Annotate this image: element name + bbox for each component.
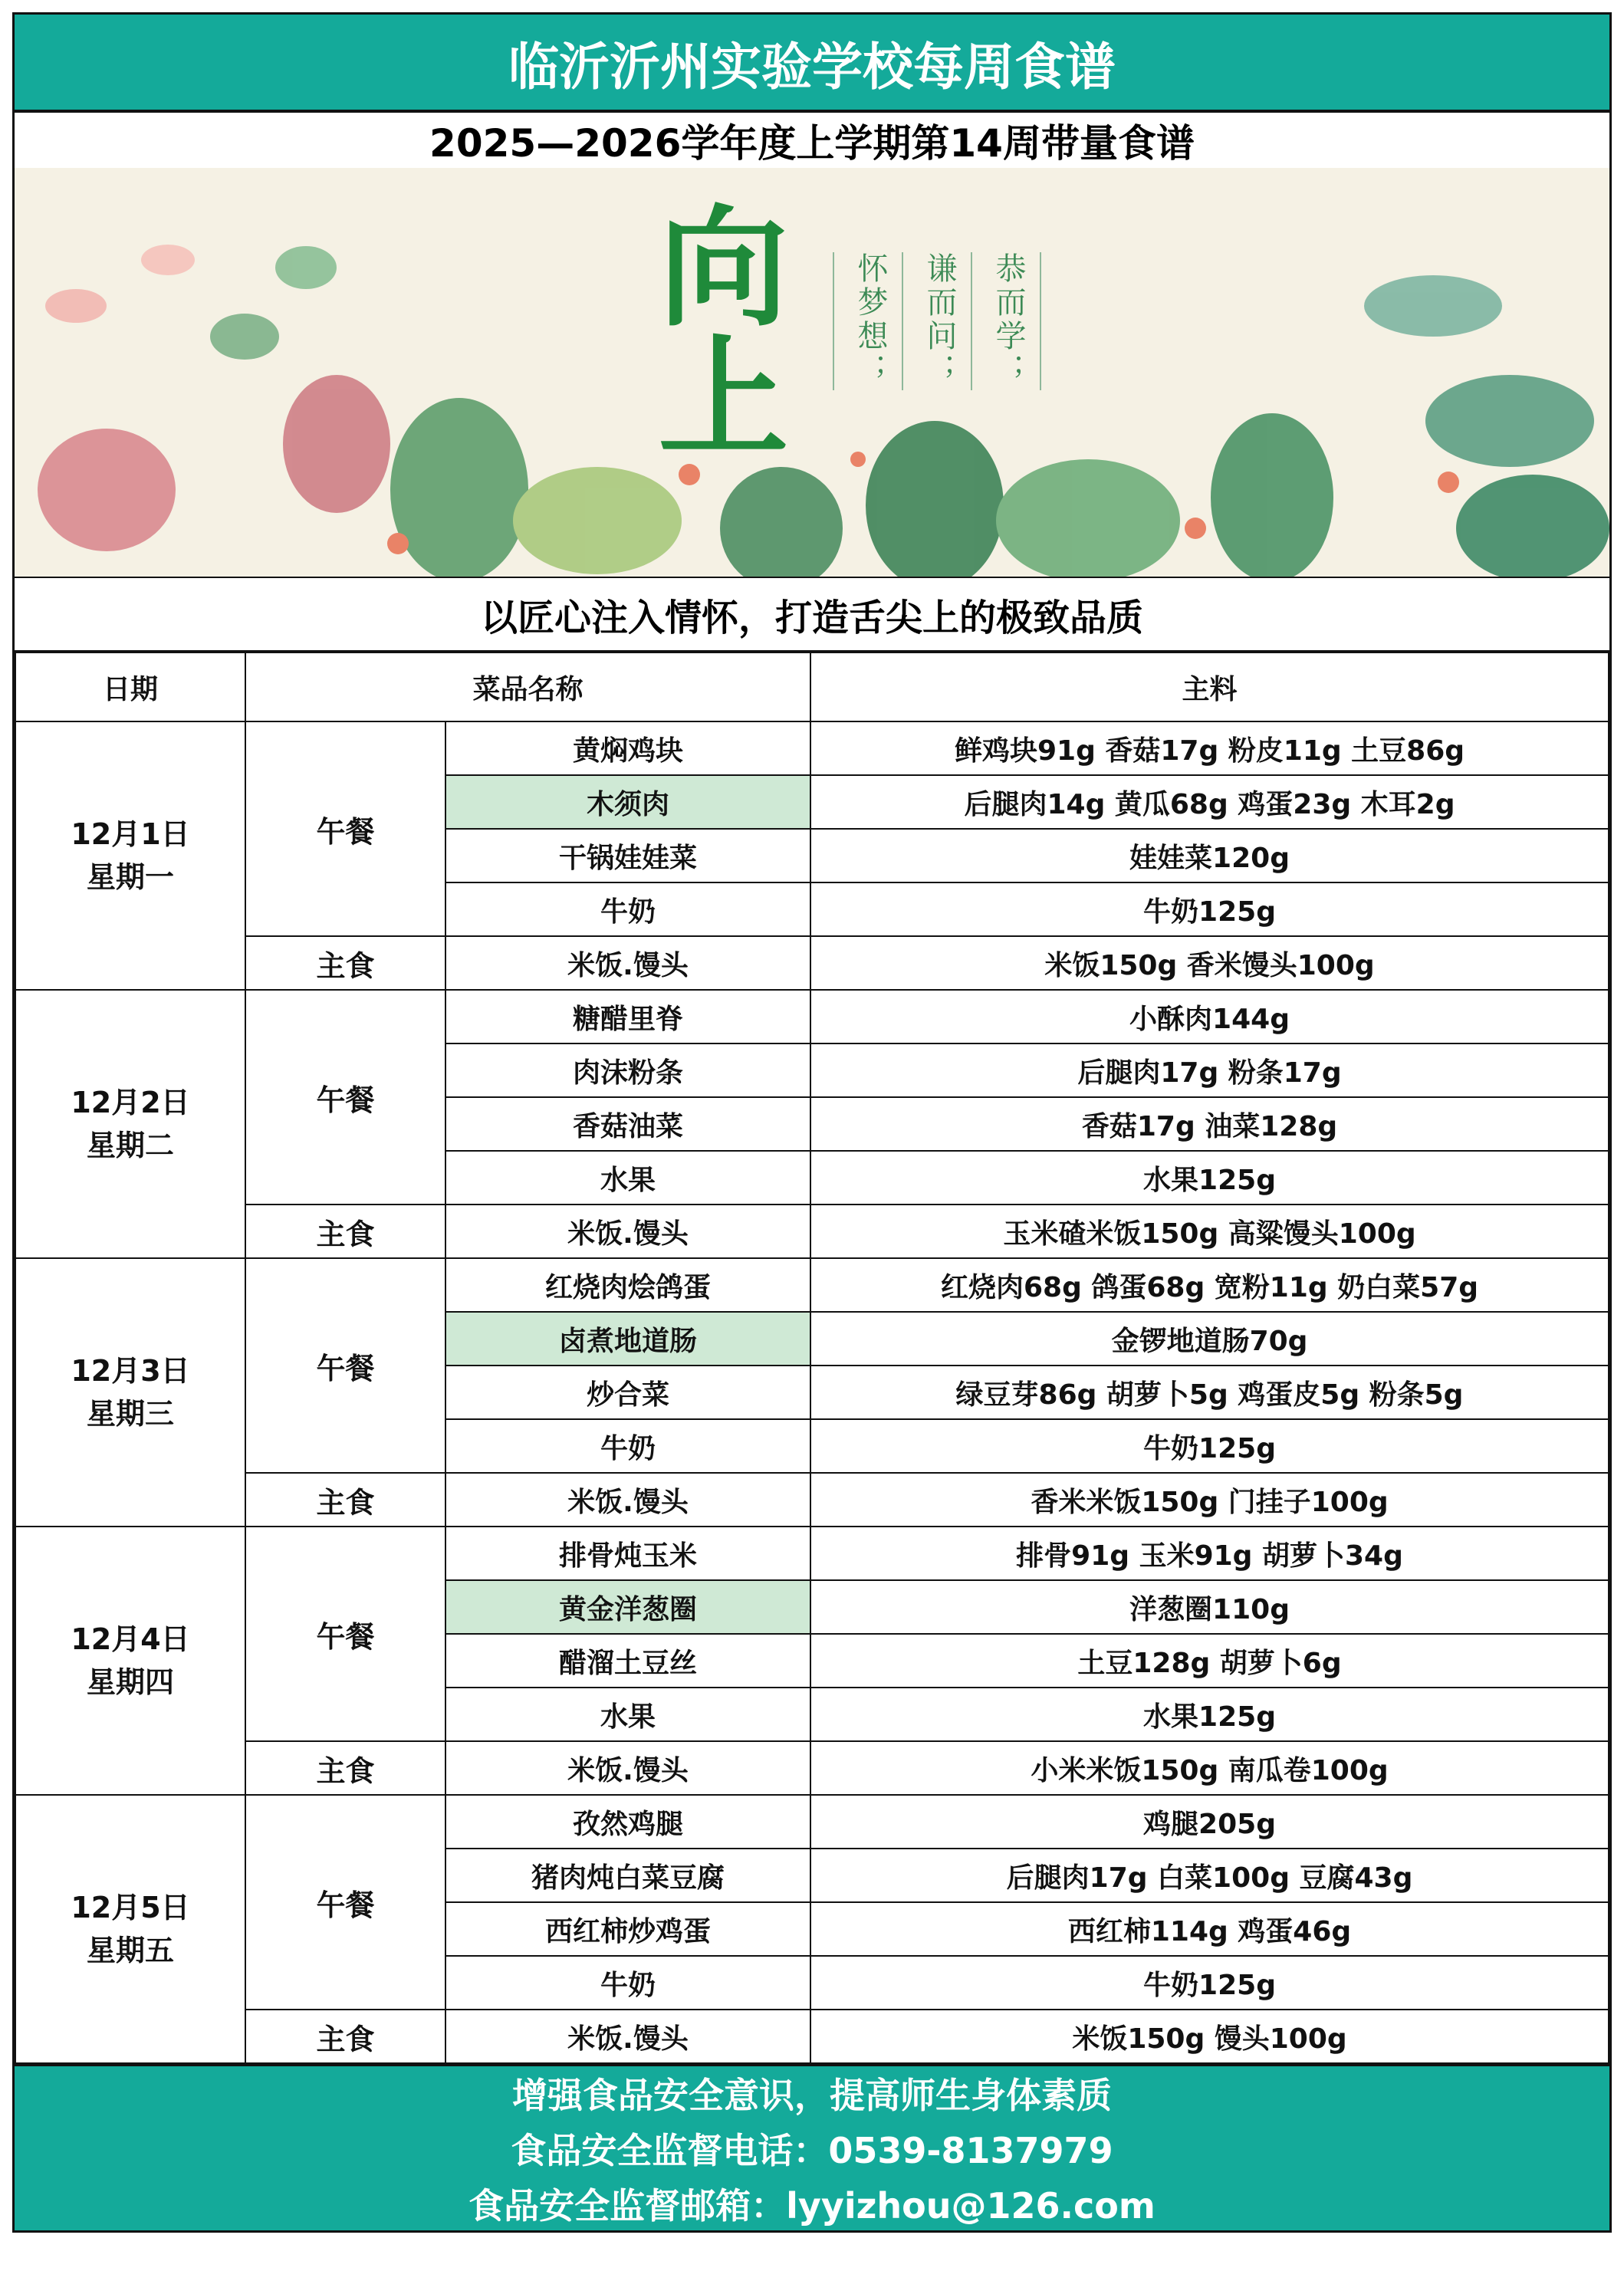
weekday-label: 星期三: [86, 1397, 174, 1431]
dish-name: 炒合菜: [445, 1366, 810, 1419]
dish-ingredients: 米饭150g 馒头100g: [810, 2010, 1609, 2063]
dish-name: 红烧肉烩鸽蛋: [445, 1258, 810, 1312]
dish-ingredients: 排骨91g 玉米91g 胡萝卜34g: [810, 1527, 1609, 1580]
dish-name: 黄焖鸡块: [445, 721, 810, 775]
date-cell: [15, 1795, 245, 2063]
header-dish: 菜品名称: [245, 652, 810, 721]
dish-name: 黄金洋葱圈: [445, 1580, 810, 1634]
dish-name: 米饭.馒头: [445, 1741, 810, 1795]
page-title: 临沂沂州实验学校每周食谱: [15, 15, 1609, 113]
table-row: [15, 1741, 1609, 1795]
dish-name: 肉沫粉条: [445, 1043, 810, 1097]
weekday-label: 星期一: [86, 860, 174, 894]
footer-slogan: 增强食品安全意识，提高师生身体素质: [512, 2075, 1112, 2116]
dish-name: 干锅娃娃菜: [445, 829, 810, 882]
dish-ingredients: 水果125g: [810, 1151, 1609, 1205]
dish-name: 糖醋里脊: [445, 990, 810, 1043]
date-cell: [15, 990, 245, 1258]
dish-name: 牛奶: [445, 1419, 810, 1473]
dish-ingredients: 米饭150g 香米馒头100g: [810, 936, 1609, 990]
menu-table: [15, 652, 1609, 2064]
dish-name: 醋溜土豆丝: [445, 1634, 810, 1688]
dish-name: 米饭.馒头: [445, 1473, 810, 1527]
menu-sheet: [12, 12, 1612, 2233]
table-row: [15, 1473, 1609, 1527]
dish-ingredients: 小酥肉144g: [810, 990, 1609, 1043]
table-row: [15, 1258, 1609, 1312]
dish-name: 米饭.馒头: [445, 936, 810, 990]
dish-name: 香菇油菜: [445, 1097, 810, 1151]
table-row: [15, 721, 1609, 775]
footer-email: 食品安全监督邮箱：lyyizhou@126.com: [468, 2185, 1156, 2227]
meal-lunch-label: 午餐: [245, 990, 445, 1205]
dish-name: 水果: [445, 1688, 810, 1741]
banner-headline: 向上: [636, 199, 789, 459]
dish-ingredients: 牛奶125g: [810, 882, 1609, 936]
weekday-label: 星期四: [86, 1665, 174, 1699]
meal-lunch-label: 午餐: [245, 721, 445, 936]
table-row: [15, 990, 1609, 1043]
meal-lunch-label: 午餐: [245, 1527, 445, 1741]
dish-name: 木须肉: [445, 775, 810, 829]
date-cell: [15, 1258, 245, 1527]
footer-banner: [15, 2064, 1609, 2230]
dish-ingredients: 小米米饭150g 南瓜卷100g: [810, 1741, 1609, 1795]
dish-ingredients: 娃娃菜120g: [810, 829, 1609, 882]
table-header-row: [15, 652, 1609, 721]
header-date: 日期: [15, 652, 245, 721]
meal-staple-label: 主食: [245, 1741, 445, 1795]
date-label: 12月1日: [71, 817, 190, 851]
table-row: [15, 2010, 1609, 2063]
dish-name: 米饭.馒头: [445, 1205, 810, 1258]
dish-ingredients: 水果125g: [810, 1688, 1609, 1741]
dish-name: 牛奶: [445, 1956, 810, 2010]
meal-lunch-label: 午餐: [245, 1258, 445, 1473]
weekday-label: 星期二: [86, 1129, 174, 1162]
header-ingredients: 主料: [810, 652, 1609, 721]
dish-ingredients: 红烧肉68g 鸽蛋68g 宽粉11g 奶白菜57g: [810, 1258, 1609, 1312]
dish-ingredients: 香菇17g 油菜128g: [810, 1097, 1609, 1151]
dish-ingredients: 西红柿114g 鸡蛋46g: [810, 1902, 1609, 1956]
slogan: 以匠心注入情怀，打造舌尖上的极致品质: [15, 578, 1609, 652]
dish-name: 西红柿炒鸡蛋: [445, 1902, 810, 1956]
dish-ingredients: 土豆128g 胡萝卜6g: [810, 1634, 1609, 1688]
dish-name: 米饭.馒头: [445, 2010, 810, 2063]
dish-ingredients: 洋葱圈110g: [810, 1580, 1609, 1634]
dish-name: 水果: [445, 1151, 810, 1205]
date-cell: [15, 1527, 245, 1795]
table-row: [15, 936, 1609, 990]
dish-ingredients: 牛奶125g: [810, 1419, 1609, 1473]
banner-line: 怀梦想；: [853, 252, 888, 387]
meal-staple-label: 主食: [245, 2010, 445, 2063]
meal-staple-label: 主食: [245, 1473, 445, 1527]
dish-name: 卤煮地道肠: [445, 1312, 810, 1366]
date-cell: [15, 721, 245, 990]
banner-image: [15, 168, 1609, 578]
dish-ingredients: 玉米碴米饭150g 高粱馒头100g: [810, 1205, 1609, 1258]
dish-name: 孜然鸡腿: [445, 1795, 810, 1849]
date-label: 12月5日: [71, 1891, 190, 1924]
banner-foliage-illustration: [15, 168, 1609, 577]
meal-staple-label: 主食: [245, 1205, 445, 1258]
date-label: 12月4日: [71, 1622, 190, 1656]
dish-name: 排骨炖玉米: [445, 1527, 810, 1580]
table-row: [15, 1205, 1609, 1258]
meal-lunch-label: 午餐: [245, 1795, 445, 2010]
weekday-label: 星期五: [86, 1934, 174, 1967]
dish-name: 牛奶: [445, 882, 810, 936]
meal-staple-label: 主食: [245, 936, 445, 990]
dish-ingredients: 后腿肉17g 白菜100g 豆腐43g: [810, 1849, 1609, 1902]
footer-phone: 食品安全监督电话：0539-8137979: [511, 2130, 1113, 2171]
dish-name: 猪肉炖白菜豆腐: [445, 1849, 810, 1902]
dish-ingredients: 绿豆芽86g 胡萝卜5g 鸡蛋皮5g 粉条5g: [810, 1366, 1609, 1419]
dish-ingredients: 鸡腿205g: [810, 1795, 1609, 1849]
table-row: [15, 1795, 1609, 1849]
dish-ingredients: 后腿肉14g 黄瓜68g 鸡蛋23g 木耳2g: [810, 775, 1609, 829]
dish-ingredients: 牛奶125g: [810, 1956, 1609, 2010]
page-subtitle: 2025—2026学年度上学期第14周带量食谱: [429, 121, 1195, 166]
banner-line: 恭而学；: [991, 252, 1026, 387]
banner-line: 谦而问；: [922, 252, 957, 387]
dish-ingredients: 鲜鸡块91g 香菇17g 粉皮11g 土豆86g: [810, 721, 1609, 775]
date-label: 12月2日: [71, 1086, 190, 1119]
table-row: [15, 1527, 1609, 1580]
date-label: 12月3日: [71, 1354, 190, 1388]
dish-ingredients: 后腿肉17g 粉条17g: [810, 1043, 1609, 1097]
dish-ingredients: 金锣地道肠70g: [810, 1312, 1609, 1366]
dish-ingredients: 香米米饭150g 门挂子100g: [810, 1473, 1609, 1527]
